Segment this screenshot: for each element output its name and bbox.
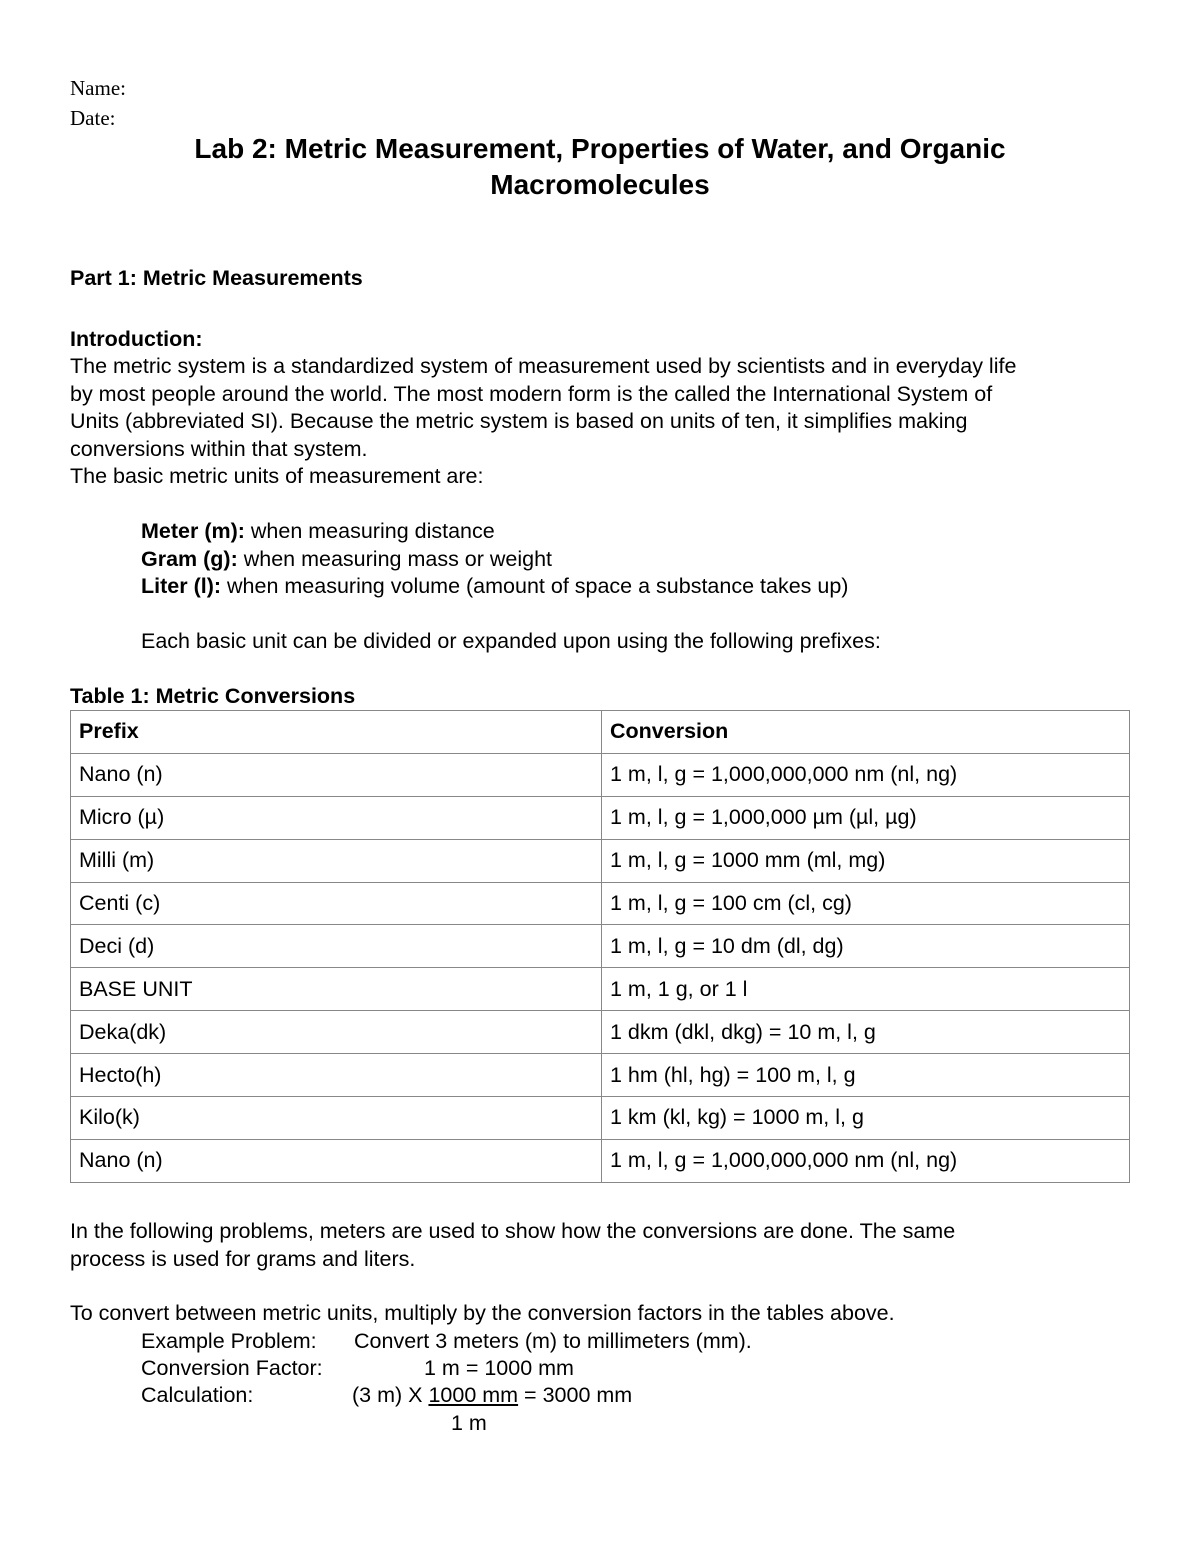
table-row [71,796,1130,839]
intro-paragraph [70,353,1150,491]
prefix-cell: Deci (d) [71,925,602,968]
conversion-cell: 1 km (kl, kg) = 1000 m, l, g [602,1097,1130,1140]
intro-line: conversions within that system. [70,436,368,461]
prefix-cell: Micro (µ) [71,796,602,839]
conversion-cell: 1 m, 1 g, or 1 l [602,968,1130,1011]
calc-label: Calculation: [141,1383,254,1407]
table-row [71,753,1130,796]
conversion-cell: 1 m, l, g = 1,000,000,000 nm (nl, ng) [602,753,1130,796]
intro-heading: Introduction: [70,327,203,351]
unit-term: Meter (m): [141,519,245,543]
explanation-line: In the following problems, meters are used to show how the conversions are done. The same [70,1219,956,1243]
column-header-conversion: Conversion [602,711,1130,754]
intro-line: Units (abbreviated SI). Because the metric system is based on units of ten, it simplifies making [70,409,968,433]
conversion-cell: 1 m, l, g = 10 dm (dl, dg) [602,925,1130,968]
unit-term: Liter (l): [141,574,222,598]
prefix-cell: Hecto(h) [71,1054,602,1097]
example-text: Convert 3 meters (m) to millimeters (mm). [354,1329,752,1353]
unit-liter [141,573,848,601]
part1-heading: Part 1: Metric Measurements [70,266,363,290]
title-line-2: Macromolecules [490,169,710,200]
name-label: Name: [70,76,126,100]
unit-desc: when measuring mass or weight [237,546,553,571]
table-row [71,968,1130,1011]
calc-prefix: (3 m) X [352,1383,429,1407]
prefix-cell: Nano (n) [71,1139,602,1182]
conversion-cell: 1 hm (hl, hg) = 100 m, l, g [602,1054,1130,1097]
table-row [71,882,1130,925]
prefix-cell: Milli (m) [71,839,602,882]
calc-numerator: 1000 mm [428,1383,519,1407]
table-row [71,1097,1130,1140]
table-caption: Table 1: Metric Conversions [70,684,356,708]
table-row [71,925,1130,968]
intro-line: The metric system is a standardized system of measurement used by scientists and in everyday life [70,354,1017,378]
conversion-cell: 1 m, l, g = 100 cm (cl, cg) [602,882,1130,925]
table-header-row [71,711,1130,754]
prefix-note: Each basic unit can be divided or expanded upon using the following prefixes: [141,629,881,653]
prefix-cell: Centi (c) [71,882,602,925]
unit-gram [141,546,848,574]
table-row [71,1139,1130,1182]
date-label: Date: [70,106,116,130]
conversion-cell: 1 m, l, g = 1000 mm (ml, mg) [602,839,1130,882]
factor-label: Conversion Factor: [141,1356,323,1380]
conversion-cell: 1 dkm (dkl, dkg) = 10 m, l, g [602,1011,1130,1054]
column-header-prefix: Prefix [71,711,602,754]
prefix-cell: Nano (n) [71,753,602,796]
table-row [71,839,1130,882]
unit-meter [141,518,848,546]
table-row [71,1054,1130,1097]
example-label: Example Problem: [141,1329,317,1353]
table-row [71,1011,1130,1054]
calc-denominator: 1 m [451,1411,487,1435]
calc-suffix: = 3000 mm [518,1383,633,1407]
prefix-cell: Deka(dk) [71,1011,602,1054]
title-line-1: Lab 2: Metric Measurement, Properties of Water, and Organic [194,133,1006,164]
conversion-cell: 1 m, l, g = 1,000,000 µm (µl, µg) [602,796,1130,839]
unit-desc: when measuring volume (amount of space a substance takes up) [221,574,849,598]
units-list [141,518,848,601]
page-title [0,131,1200,203]
conversion-explanation [70,1218,1150,1273]
explanation-line: process is used for grams and liters. [70,1246,416,1271]
intro-line: by most people around the world. The most modern form is the called the International System of [70,381,993,406]
conversion-instruction: To convert between metric units, multiply by the conversion factors in the tables above. [70,1301,895,1325]
factor-text: 1 m = 1000 mm [424,1356,574,1380]
metric-conversions-table [70,710,1130,1183]
unit-desc: when measuring distance [244,519,495,543]
conversion-cell: 1 m, l, g = 1,000,000,000 nm (nl, ng) [602,1139,1130,1182]
prefix-cell: Kilo(k) [71,1097,602,1140]
intro-line: The basic metric units of measurement are: [70,464,484,488]
calculation [352,1382,632,1410]
prefix-cell: BASE UNIT [71,968,602,1011]
unit-term: Gram (g): [141,546,238,571]
